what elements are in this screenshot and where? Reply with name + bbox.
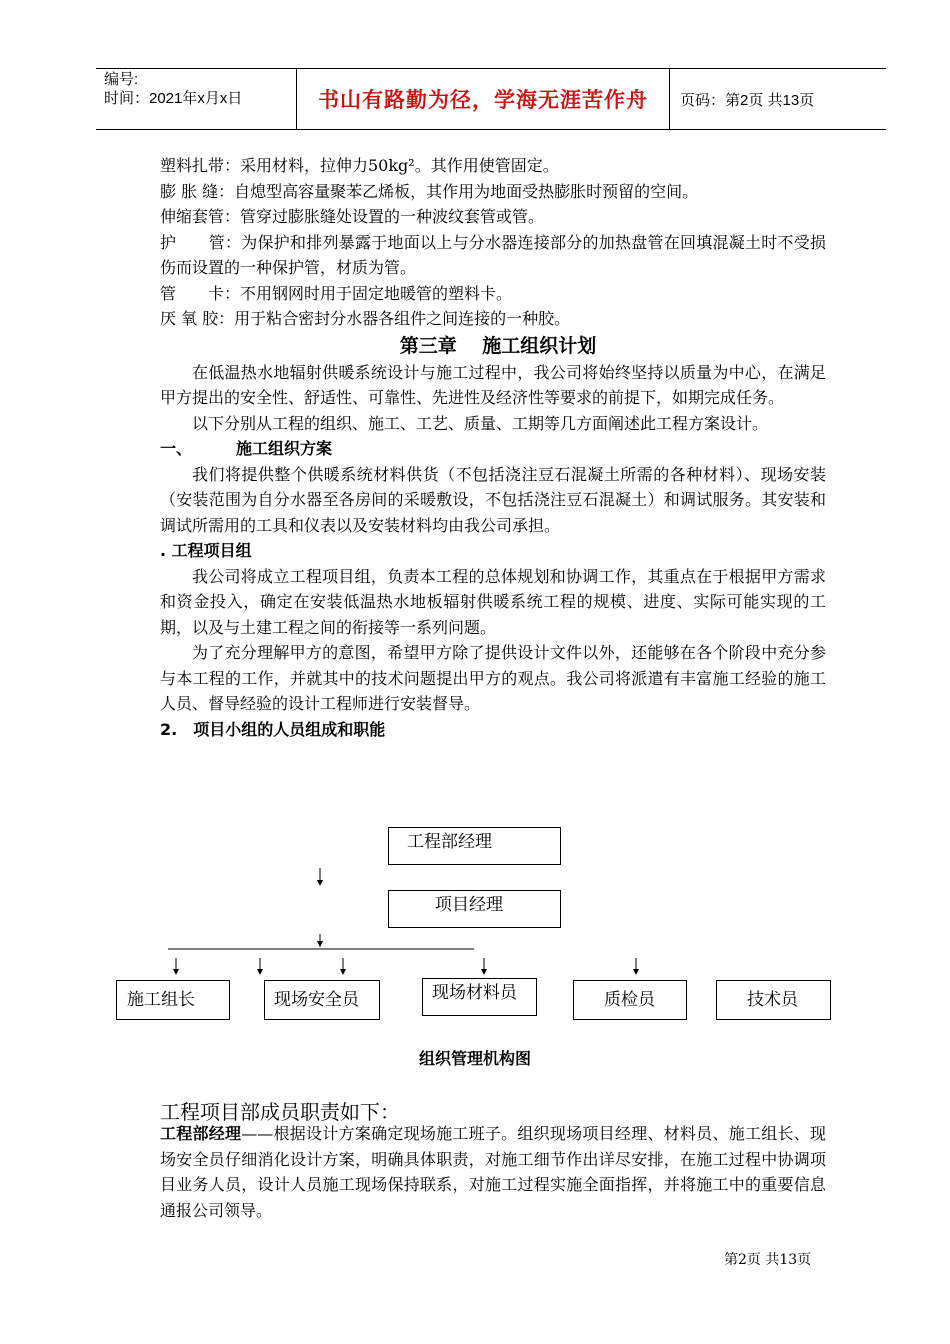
org-member-5-label: 技术员 <box>747 990 798 1010</box>
arrowhead-member-1 <box>173 969 179 975</box>
org-member-1-label: 施工组长 <box>127 990 195 1010</box>
term-expansion-joint: 膨 胀 缝：自熄型高容量聚苯乙烯板，其作用为地面受热膨胀时预留的空间。 <box>160 181 699 201</box>
org-chart-caption: 组织管理机构图 <box>418 1049 531 1068</box>
project-group-paragraph-2: 为了充分理解甲方的意图，希望甲方除了提供设计文件以外，还能够在各个阶段中充分参与本工程的工作，并就其中的技术问题提出甲方的观点。我公司将派遣有丰富施工经验的施工人员、督导经验的设计工程师进行安装督导。 <box>160 643 826 713</box>
duties-section <box>160 1121 826 1223</box>
arrowhead-member-2b <box>340 969 346 975</box>
term-ties: 塑料扎带：采用材料，拉伸力50kg²。其作用使管固定。 <box>160 156 559 175</box>
page-header <box>96 68 886 130</box>
term-sleeve: 伸缩套管：管穿过膨胀缝处设置的一种波纹套管或管。 <box>160 207 545 226</box>
term-protective-pipe: 护 管：为保护和排列暴露于地面以上与分水器连接部分的加热盘管在回填混凝土时不受损伤而设置的一种保护管，材质为管。 <box>160 232 826 277</box>
org-box-member-5 <box>716 980 831 1020</box>
arrowhead-top-middle <box>317 880 323 886</box>
org-box-member-4 <box>573 980 687 1020</box>
org-member-2-label: 现场安全员 <box>274 990 359 1010</box>
section1-title: 施工组织方案 <box>236 439 333 458</box>
page-footer: 第2页 共13页 <box>724 1252 812 1268</box>
time-label: 时间：2021年x月x日 <box>104 90 243 107</box>
section1-paragraph: 我们将提供整个供暖系统材料供货（不包括浇注豆石混凝土所需的各种材料）、现场安装（安装范围为自分水器至各房间的采暖敷设，不包括浇注豆石混凝土）和调试服务。其安装和调试所需用的工具和仪表以及安装材料均由我公司承担。 <box>160 464 826 535</box>
arrowhead-member-2a <box>257 969 263 975</box>
chapter-title: 第三章 施工组织计划 <box>399 334 597 357</box>
org-member-4-label: 质检员 <box>604 990 655 1010</box>
number-label: 编号: <box>104 71 139 88</box>
org-box-top <box>388 827 561 865</box>
org-member-3-label: 现场材料员 <box>432 983 517 1003</box>
duties-text: ——根据设计方案确定现场施工班子。组织现场项目经理、材料员、施工组长、现场安全员仔细消化设计方案，明确具体职责，对施工细节作出详尽安排，在施工过程中协调项目业务人员，设计人员施工现场保持联系，对施工过程实施全面指挥，并将施工中的重要信息通报公司领导。 <box>160 1124 826 1220</box>
org-box-member-3 <box>422 978 537 1016</box>
project-group-heading: . 工程项目组 <box>160 541 252 560</box>
org-box-middle-label: 项目经理 <box>435 895 503 915</box>
duties-heading: 工程项目部成员职责如下： <box>160 1100 400 1124</box>
arrowhead-member-3 <box>481 969 487 975</box>
duties-paragraph <box>160 1121 826 1223</box>
term-anaerobic-glue: 厌 氧 胶：用于粘合密封分水器各组件之间连接的一种胶。 <box>160 309 571 328</box>
header-page-code: 页码：第2页 共13页 <box>680 91 815 109</box>
project-group-paragraph-1: 我公司将成立工程项目组，负责本工程的总体规划和协调工作，其重点在于根据甲方需求和资金投入，确定在安装低温热水地板辐射供暖系统工程的规模、进度、实际可能实现的工期，以及与土建工程之间的衔接等一系列问题。 <box>160 566 826 637</box>
intro-paragraph-1: 在低温热水地辐射供暖系统设计与施工过程中，我公司将始终坚持以质量为中心，在满足甲方提出的安全性、舒适性、可靠性、先进性及经济性等要求的前提下，如期完成任务。 <box>160 362 826 407</box>
duties-role: 工程部经理 <box>160 1124 242 1143</box>
header-motto: 书山有路勤为径，学海无涯苦作舟 <box>297 69 670 129</box>
org-box-top-label: 工程部经理 <box>407 832 492 852</box>
section1-heading <box>160 436 826 462</box>
org-box-member-2 <box>264 980 380 1020</box>
section1-number: 一、 <box>160 439 193 458</box>
header-meta <box>96 69 297 129</box>
main-content <box>160 153 826 742</box>
term-pipe-clip: 管 卡：不用钢网时用于固定地暖管的塑料卡。 <box>160 283 513 303</box>
arrowhead-member-4 <box>633 969 639 975</box>
org-box-middle <box>388 890 561 928</box>
org-box-member-1 <box>116 980 230 1020</box>
section2-heading: 2. 项目小组的人员组成和职能 <box>160 719 386 739</box>
intro-paragraph-2: 以下分别从工程的组织、施工、工艺、质量、工期等几方面阐述此工程方案设计。 <box>192 413 769 433</box>
arrowhead-middle-down <box>317 941 323 947</box>
